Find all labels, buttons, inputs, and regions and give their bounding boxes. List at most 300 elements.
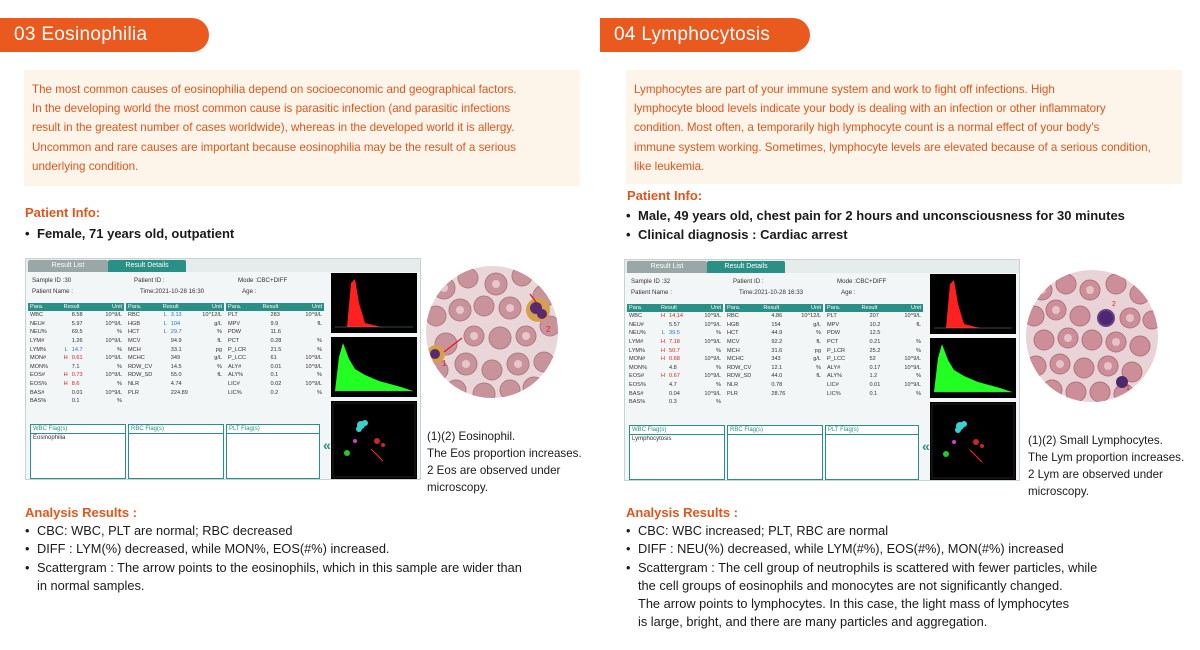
param-unit: pg	[814, 347, 821, 354]
param-value: 39.5	[668, 330, 680, 337]
param-value: 9.9	[270, 320, 279, 327]
rbc-flag-label: RBC Flag(s)	[728, 426, 822, 435]
param-name: ALY%	[228, 372, 244, 379]
param-value: 0.01	[270, 363, 282, 370]
param-unit: %	[816, 330, 821, 337]
param-value: 44.0	[771, 373, 783, 380]
rbc-histogram	[930, 274, 1016, 334]
flag: H	[660, 356, 665, 363]
table-row	[226, 337, 324, 346]
result-item: • Scattergram : The cell group of neutrophils is scattered with fewer particles, while	[626, 559, 1097, 577]
table-row	[126, 345, 224, 354]
param-value: 0.17	[869, 364, 881, 371]
param-name: BAS#	[30, 389, 45, 396]
param-value: 14.14	[668, 313, 683, 320]
param-unit: %	[117, 346, 122, 353]
param-unit: %	[317, 346, 322, 353]
param-unit: %	[916, 339, 921, 346]
flag	[62, 397, 70, 406]
flag	[659, 398, 667, 407]
param-name: PLT	[827, 313, 837, 320]
flag	[161, 345, 169, 354]
param-name: MON#	[629, 356, 646, 363]
col-header: Para.	[126, 303, 161, 311]
param-unit: 10^12/L	[801, 313, 821, 320]
param-name: EOS%	[629, 382, 646, 389]
rbc-flags	[727, 425, 823, 480]
param-unit: 10^9/L	[105, 320, 122, 327]
flag	[761, 329, 769, 338]
intro-line: like leukemia.	[634, 159, 705, 173]
patient-info-heading: Patient Info:	[627, 188, 703, 203]
param-value: 349	[170, 355, 181, 362]
flag: L	[163, 312, 167, 319]
flag	[62, 388, 70, 397]
wbc-scattergram	[331, 401, 417, 479]
rbc-results-table	[126, 303, 224, 397]
caption-line: microscopy.	[427, 481, 488, 494]
param-name: NLR	[128, 381, 140, 388]
lymphocytosis-panel	[600, 0, 1200, 650]
param-value: 0.02	[270, 381, 282, 388]
param-unit: 10^9/L	[305, 355, 322, 362]
rbc-histogram	[331, 273, 417, 333]
param-name: RBC	[128, 312, 140, 319]
flag	[859, 312, 867, 321]
intro-line: condition. Most often, a temporarily high lymphocyte count is a normal effect of your body's	[634, 121, 1100, 135]
flag	[761, 381, 769, 390]
table-row	[725, 312, 823, 321]
table-row	[825, 364, 923, 373]
param-name: LYM%	[629, 347, 646, 354]
test-time: Time:2021-10-28 16:33	[739, 289, 804, 296]
param-value: 0.68	[668, 356, 680, 363]
flag	[260, 345, 268, 354]
param-unit: fL	[816, 339, 821, 346]
param-value: 28.76	[771, 390, 786, 397]
flag: H	[660, 347, 665, 354]
param-name: PDW	[827, 330, 841, 337]
result-item-continued: The arrow points to lymphocytes. In this case, the light mass of lymphocytes	[638, 596, 1070, 612]
flag	[161, 337, 169, 346]
param-unit: g/L	[813, 356, 821, 363]
flag	[761, 312, 769, 321]
flag: H	[660, 313, 665, 320]
patient-id: Patient ID :	[733, 278, 764, 285]
flag	[260, 328, 268, 337]
param-unit	[792, 389, 823, 398]
param-name: LIC#	[827, 382, 839, 389]
flag	[260, 311, 268, 320]
param-value: 10.2	[869, 321, 881, 328]
param-name: BAS#	[629, 390, 644, 397]
flag	[761, 338, 769, 347]
param-unit: 10^9/L	[904, 313, 921, 320]
param-value: 5.57	[668, 321, 680, 328]
table-row	[126, 363, 224, 372]
microscopy-caption	[1028, 432, 1184, 500]
param-name: NEU#	[629, 321, 644, 328]
param-name: NEU#	[30, 320, 45, 327]
table-row	[28, 311, 124, 320]
param-value: 4.8	[668, 364, 677, 371]
param-value: 1.2	[869, 373, 878, 380]
param-value: 25.2	[869, 347, 881, 354]
param-value: 0.61	[71, 355, 83, 362]
param-value: 69.5	[71, 329, 83, 336]
collapse-chevron-icon[interactable]: «	[922, 438, 930, 454]
table-row	[825, 329, 923, 338]
wbc-flag-value: Lymphocytosis	[632, 436, 672, 442]
microscopy-image	[1026, 270, 1158, 402]
rbc-results-table	[725, 304, 823, 398]
microscopy-caption	[427, 428, 582, 496]
table-row	[627, 372, 723, 381]
patient-info-item: • Clinical diagnosis : Cardiac arrest	[626, 225, 1125, 244]
tab-result-list[interactable]: Result List	[627, 261, 707, 273]
flag	[161, 388, 169, 397]
param-unit: 10^9/L	[704, 356, 721, 363]
param-unit	[195, 380, 224, 389]
table-row	[126, 320, 224, 329]
param-name: LYM#	[629, 339, 644, 346]
col-header: Unit	[891, 304, 923, 312]
table-row	[627, 321, 723, 330]
param-unit: g/L	[214, 320, 222, 327]
param-unit: g/L	[813, 321, 821, 328]
flag	[62, 320, 70, 329]
flag	[761, 364, 769, 373]
param-unit	[292, 328, 324, 337]
param-unit: fL	[217, 338, 222, 345]
table-row	[226, 328, 324, 337]
param-unit: %	[716, 399, 721, 406]
flag	[859, 381, 867, 390]
analyzer-screenshot	[624, 259, 1020, 481]
analysis-results-heading: Analysis Results :	[626, 505, 738, 520]
flag	[161, 371, 169, 380]
tab-result-details[interactable]: Result Details	[108, 260, 186, 272]
caption-line: 2 Eos are observed under	[427, 464, 561, 477]
table-row	[226, 320, 324, 329]
param-name: EOS%	[30, 381, 47, 388]
param-name: HCT	[727, 330, 739, 337]
section-title: 03 Eosinophilia	[0, 18, 209, 52]
caption-line: The Lym proportion increases.	[1028, 451, 1185, 464]
intro-line: underlying condition.	[32, 159, 139, 173]
param-name: P_LCR	[827, 347, 846, 354]
param-unit: %	[716, 330, 721, 337]
param-unit: %	[716, 347, 721, 354]
param-unit: 10^9/L	[704, 321, 721, 328]
flag	[761, 321, 769, 330]
param-unit: 10^9/L	[904, 364, 921, 371]
col-header: Unit	[792, 304, 823, 312]
sample-info	[30, 275, 324, 301]
flag	[659, 381, 667, 390]
param-unit: %	[317, 389, 322, 396]
param-unit: 10^9/L	[305, 363, 322, 370]
flag	[859, 389, 867, 398]
param-value: 283	[270, 312, 280, 319]
table-row	[226, 371, 324, 380]
flag: H	[660, 373, 665, 380]
flag	[62, 363, 70, 372]
param-value: 154	[771, 321, 781, 328]
param-name: PLR	[727, 390, 738, 397]
col-header: Result	[62, 303, 93, 311]
wbc-scattergram	[930, 402, 1016, 480]
wbc-flags	[629, 425, 725, 480]
flag	[161, 363, 169, 372]
table-row	[28, 337, 124, 346]
table-row	[825, 381, 923, 390]
flag	[859, 346, 867, 355]
table-row	[28, 354, 124, 363]
param-unit: %	[716, 364, 721, 371]
param-name: MON%	[629, 364, 648, 371]
param-value: 0.28	[270, 338, 282, 345]
analysis-results-list	[626, 522, 1097, 632]
param-name: MCHC	[128, 355, 145, 362]
wbc-flags	[30, 424, 126, 479]
table-row	[725, 372, 823, 381]
sample-id: Sample ID :30	[32, 277, 72, 284]
param-name: EOS#	[30, 372, 45, 379]
test-time: Time:2021-10-28 16:30	[140, 288, 205, 295]
param-value: 0.2	[270, 389, 279, 396]
flag	[859, 372, 867, 381]
flag	[260, 354, 268, 363]
table-row	[725, 346, 823, 355]
flag	[659, 364, 667, 373]
param-value: 0.78	[771, 382, 783, 389]
flag	[260, 388, 268, 397]
param-name: MCH	[727, 347, 740, 354]
table-row	[725, 338, 823, 347]
table-row	[28, 371, 124, 380]
caption-line: microscopy.	[1028, 485, 1089, 498]
param-value: 0.67	[668, 373, 680, 380]
param-unit: fL	[217, 372, 222, 379]
flag	[260, 363, 268, 372]
flag	[161, 380, 169, 389]
param-value: 0.01	[71, 389, 83, 396]
wbc-flag-label: WBC Flag(s)	[31, 425, 125, 434]
flag	[260, 371, 268, 380]
param-name: MON%	[30, 363, 49, 370]
param-name: ALY#	[228, 363, 242, 370]
flag	[62, 311, 70, 320]
microscopy-image	[426, 266, 558, 398]
param-unit: 10^9/L	[105, 312, 122, 319]
table-row	[627, 346, 723, 355]
param-name: PCT	[228, 338, 240, 345]
table-row	[126, 311, 224, 320]
flag	[161, 354, 169, 363]
param-unit	[891, 329, 923, 338]
analyzer-tabs	[26, 259, 420, 272]
plt-histogram	[331, 337, 417, 397]
param-value: 5.97	[71, 320, 83, 327]
patient-name: Patient Name :	[32, 288, 73, 295]
patient-info-item: • Female, 71 years old, outpatient	[25, 224, 234, 243]
tab-result-list[interactable]: Result List	[28, 260, 108, 272]
param-name: LYM#	[30, 338, 45, 345]
flag	[260, 320, 268, 329]
param-unit: 10^9/L	[704, 313, 721, 320]
plt-results-table	[825, 304, 923, 398]
param-value: 0.04	[668, 390, 680, 397]
patient-info-list	[626, 206, 1125, 244]
param-unit: 10^9/L	[704, 390, 721, 397]
patient-age: Age :	[841, 289, 856, 296]
param-unit: %	[816, 364, 821, 371]
table-row	[825, 312, 923, 321]
intro-line: immune system working. Sometimes, lymphocyte levels are elevated because of a serious condition,	[634, 140, 1151, 154]
param-value: 4.86	[771, 313, 783, 320]
wbc-results-table	[28, 303, 124, 406]
col-header: Unit	[92, 303, 124, 311]
param-value: 207	[869, 313, 879, 320]
col-header: Unit	[693, 304, 723, 312]
result-item-continued: in normal samples.	[37, 577, 145, 593]
plt-flag-label: PLT Flag(s)	[826, 426, 918, 435]
table-row	[825, 355, 923, 364]
flag	[659, 389, 667, 398]
patient-age: Age :	[242, 288, 257, 295]
flag	[761, 355, 769, 364]
collapse-chevron-icon[interactable]: «	[323, 437, 331, 453]
param-unit: 10^9/L	[105, 372, 122, 379]
param-unit: %	[317, 338, 322, 345]
param-name: RDW_SD	[727, 373, 752, 380]
table-row	[627, 312, 723, 321]
flag	[761, 346, 769, 355]
table-row	[627, 355, 723, 364]
param-unit: %	[117, 363, 122, 370]
table-row	[725, 329, 823, 338]
param-value: 11.6	[270, 329, 281, 336]
param-unit	[792, 381, 823, 390]
param-unit: %	[117, 329, 122, 336]
flag: H	[63, 355, 68, 362]
caption-line: 2 Lym are observed under	[1028, 468, 1163, 481]
sample-info	[629, 276, 923, 302]
rbc-flags	[128, 424, 224, 479]
table-row	[725, 381, 823, 390]
param-value: 104	[170, 320, 181, 327]
flag	[62, 328, 70, 337]
table-row	[825, 321, 923, 330]
intro-line: result in the greatest number of cases worldwide), whereas in the developed world it is allergy.	[32, 121, 515, 135]
param-unit: 10^9/L	[305, 312, 322, 319]
intro-line: Lymphocytes are part of your immune system and work to fight off infections. High	[634, 83, 1055, 96]
flag	[260, 380, 268, 389]
flag	[659, 321, 667, 330]
param-value: 52	[869, 356, 876, 363]
param-value: 14.5	[170, 363, 182, 370]
patient-info-heading: Patient Info:	[25, 205, 101, 220]
param-unit: g/L	[214, 355, 222, 362]
flag: H	[63, 372, 68, 379]
tab-result-details[interactable]: Result Details	[707, 261, 785, 273]
param-name: RDW_SD	[128, 372, 153, 379]
table-row	[627, 329, 723, 338]
param-name: WBC	[30, 312, 44, 319]
param-name: ALY%	[827, 373, 843, 380]
flag	[62, 337, 70, 346]
table-row	[126, 371, 224, 380]
param-name: HGB	[128, 320, 141, 327]
param-name: MCV	[128, 338, 141, 345]
param-value: 21.5	[270, 346, 282, 353]
param-value: 7.1	[71, 363, 80, 370]
table-row	[825, 372, 923, 381]
flag	[859, 355, 867, 364]
table-row	[627, 398, 723, 407]
table-row	[627, 338, 723, 347]
param-value: 61	[270, 355, 277, 362]
param-value: 0.73	[71, 372, 83, 379]
flag	[260, 337, 268, 346]
param-name: BAS%	[30, 398, 47, 405]
analysis-results-list	[25, 522, 522, 595]
param-value: 55.0	[170, 372, 182, 379]
col-header: Result	[161, 303, 195, 311]
patient-id: Patient ID :	[134, 277, 165, 284]
col-header: Result	[659, 304, 693, 312]
param-name: ALY#	[827, 364, 841, 371]
param-name: P_LCR	[228, 346, 247, 353]
param-unit: 10^12/L	[202, 312, 222, 319]
param-value: 0.21	[869, 339, 881, 346]
param-name: WBC	[629, 313, 643, 320]
patient-info-list	[25, 224, 234, 243]
plt-histogram	[930, 338, 1016, 398]
param-name: P_LCC	[228, 355, 247, 362]
caption-line: The Eos proportion increases.	[427, 447, 582, 460]
table-row	[226, 380, 324, 389]
result-item: • Scattergram : The arrow points to the eosinophils, which in this sample are wider than	[25, 559, 522, 577]
col-header: Para.	[226, 303, 260, 311]
table-row	[28, 328, 124, 337]
param-value: 14.7	[71, 346, 83, 353]
col-header: Para.	[825, 304, 859, 312]
param-name: LIC%	[228, 389, 242, 396]
param-value: 31.6	[771, 347, 783, 354]
param-name: EOS#	[629, 373, 644, 380]
rbc-flag-label: RBC Flag(s)	[129, 425, 223, 434]
param-name: MCV	[727, 339, 740, 346]
param-value: 44.9	[771, 330, 783, 337]
param-value: 4.7	[668, 382, 677, 389]
param-name: NEU%	[30, 329, 47, 336]
mode: Mode :CBC+DIFF	[837, 278, 887, 285]
param-value: 8.58	[71, 312, 83, 319]
plt-results-table	[226, 303, 324, 397]
col-header: Unit	[292, 303, 324, 311]
param-name: RDW_CV	[128, 363, 153, 370]
param-name: P_LCC	[827, 356, 846, 363]
param-value: 343	[771, 356, 781, 363]
analyzer-tabs	[625, 260, 1019, 273]
table-row	[725, 321, 823, 330]
param-name: LIC#	[228, 381, 240, 388]
table-row	[126, 380, 224, 389]
param-unit: 10^9/L	[904, 382, 921, 389]
param-unit: %	[916, 373, 921, 380]
